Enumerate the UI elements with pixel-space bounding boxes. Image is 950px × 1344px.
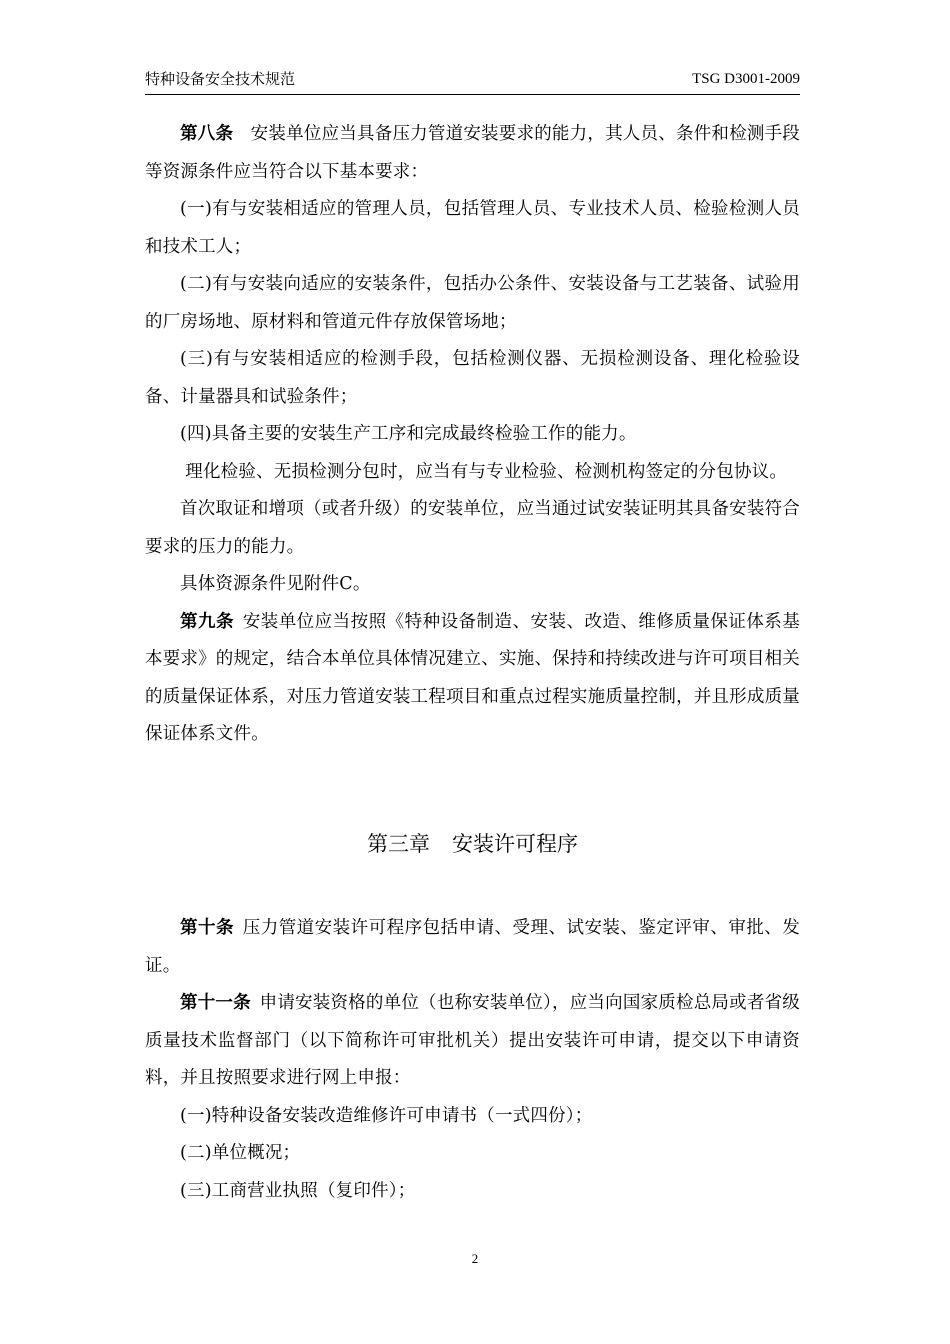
article-8-item-3: (三)有与安装相适应的检测手段，包括检测仪器、无损检测设备、理化检验设备、计量器具和试验条件； <box>145 349 800 407</box>
article-8-subcontract-paragraph: 理化检验、无损检测分包时，应当有与专业检验、检测机构签定的分包协议。 <box>185 461 788 482</box>
article-8-first-certification-paragraph: 首次取证和增项（或者升级）的安装单位，应当通过试安装证明其具备安装符合要求的压力的能力。 <box>145 499 800 557</box>
article-8-item-2: (二)有与安装向适应的安装条件，包括办公条件、安装设备与工艺装备、试验用的厂房场地、原材料和管道元件存放保管场地； <box>145 274 800 332</box>
article-8-label: 第八条 <box>180 124 234 144</box>
article-10-label: 第十条 <box>180 918 234 938</box>
article-9-text: 安装单位应当按照《特种设备制造、安装、改造、维修质量保证体系基本要求》的规定，结合本单位具体情况建立、实施、保持和持续改进与许可项目相关的质量保证体系，对压力管道安装工程项目和重点过程实施质量控制，并且形成质量保证体系文件。 <box>145 611 800 744</box>
header-rule <box>145 94 800 95</box>
article-10 <box>145 910 800 985</box>
article-11-item-2: (二)单位概况； <box>180 1143 301 1163</box>
article-8-text: 安装单位应当具备压力管道安装要求的能力，其人员、条件和检测手段等资源条件应当符合以下基本要求： <box>145 124 800 182</box>
article-11-label: 第十一条 <box>180 993 251 1013</box>
page-number: 2 <box>471 1251 479 1266</box>
page-header <box>145 68 800 92</box>
section-article-10-11 <box>145 910 800 1210</box>
chapter-number: 第三章 <box>367 832 430 856</box>
article-8-item-1: (一)有与安装相适应的管理人员，包括管理人员、专业技术人员、检验检测人员和技术工人； <box>145 199 800 257</box>
section-article-8-9 <box>145 116 800 754</box>
article-11-item-1: (一)特种设备安装改造维修许可申请书（一式四份）； <box>180 1105 593 1126</box>
article-9-label: 第九条 <box>180 611 234 632</box>
chapter-heading <box>145 826 800 862</box>
article-10-text: 压力管道安装许可程序包括申请、受理、试安装、鉴定评审、审批、发证。 <box>145 918 800 976</box>
article-11 <box>145 985 800 1098</box>
header-left-title: 特种设备安全技术规范 <box>145 70 296 88</box>
article-9 <box>145 604 800 754</box>
article-8-item-4: (四)具备主要的安装生产工序和完成最终检验工作的能力。 <box>180 424 637 444</box>
article-8 <box>145 116 800 191</box>
article-11-text: 申请安装资格的单位（也称安装单位），应当向国家质检总局或者省级质量技术监督部门（以下简称许可审批机关）提出安装许可申请，提交以下申请资料，并且按照要求进行网上申报： <box>145 993 800 1088</box>
article-11-item-3: (三)工商营业执照（复印件）； <box>180 1180 416 1201</box>
header-standard-code: TSG D3001-2009 <box>692 71 800 87</box>
chapter-title: 安装许可程序 <box>452 832 578 856</box>
article-8-annex-reference: 具体资源条件见附件C。 <box>180 574 371 594</box>
